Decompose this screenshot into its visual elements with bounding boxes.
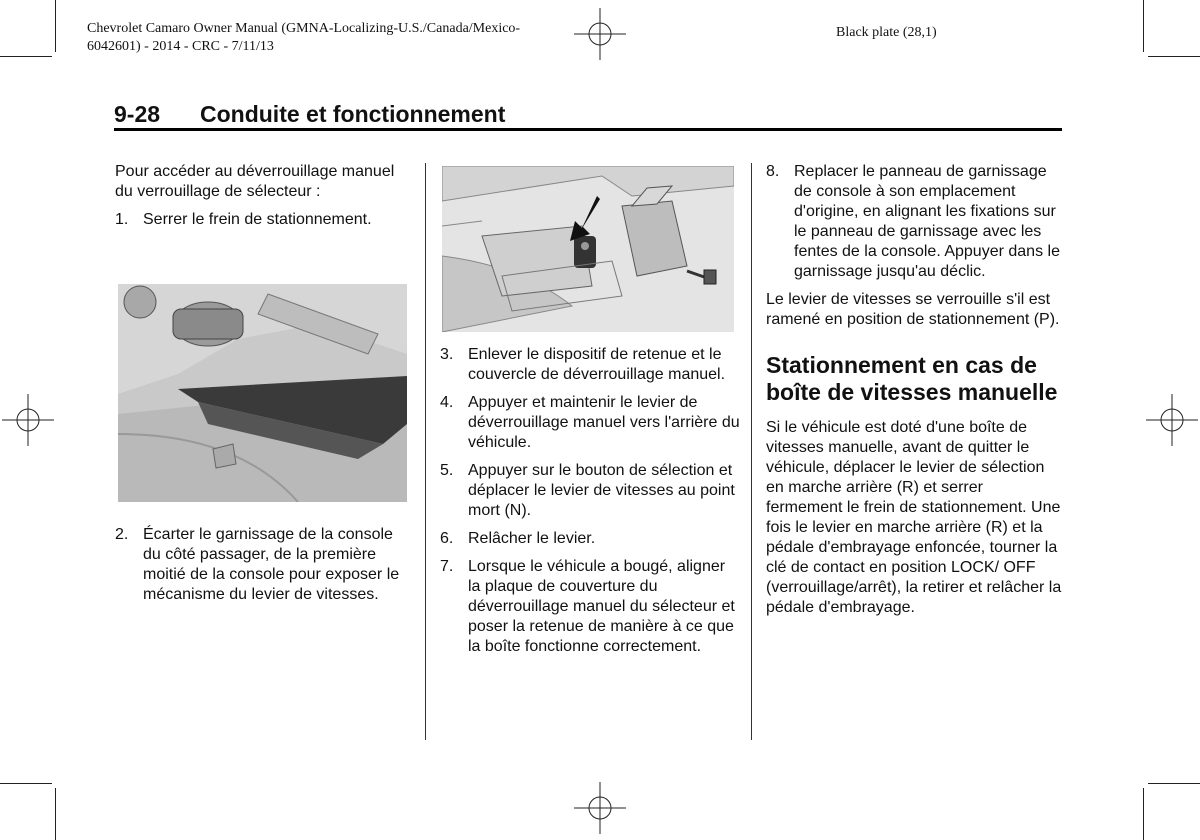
column-divider xyxy=(425,163,426,740)
column-1 xyxy=(115,162,410,238)
registration-mark-icon xyxy=(2,394,54,446)
step-number: 2. xyxy=(115,526,129,543)
crop-mark xyxy=(1143,0,1144,52)
step-text: Replacer le panneau de garnissage de console à son emplacement d'origine, en alignant les fixations sur le panneau de garnissage avec les fentes de la console. Appuyer dans le garnissage jusqu'au déclic. xyxy=(794,163,1060,280)
step-number: 5. xyxy=(440,462,454,479)
list-item xyxy=(115,210,410,230)
crop-mark xyxy=(1148,56,1200,57)
list-item xyxy=(440,461,740,521)
crop-mark xyxy=(0,56,52,57)
registration-mark-icon xyxy=(1146,394,1198,446)
heading-rule xyxy=(114,128,1062,131)
step-text: Lorsque le véhicule a bougé, aligner la plaque de couverture du déverrouillage manuel du sélecteur et poser la retenue de manière à ce que la boîte fonctionne correctement. xyxy=(468,558,735,655)
step-text: Appuyer sur le bouton de sélection et déplacer le levier de vitesses au point mort (N). xyxy=(468,462,735,519)
list-item xyxy=(766,162,1062,282)
registration-mark-icon xyxy=(574,782,626,834)
step-text: Enlever le dispositif de retenue et le couvercle de déverrouillage manuel. xyxy=(468,346,726,383)
list-item xyxy=(440,345,740,385)
intro-paragraph: Pour accéder au déverrouillage manuel du verrouillage de sélecteur : xyxy=(115,163,395,200)
column-3 xyxy=(766,162,1062,626)
crop-mark xyxy=(0,783,52,784)
column-1-lower xyxy=(115,525,410,613)
list-item xyxy=(115,525,410,605)
step-text: Appuyer et maintenir le levier de déverrouillage manuel vers l'arrière du véhicule. xyxy=(468,394,740,451)
step-number: 8. xyxy=(766,163,780,180)
step-number: 7. xyxy=(440,558,454,575)
step-number: 3. xyxy=(440,346,454,363)
step-number: 4. xyxy=(440,394,454,411)
list-item xyxy=(440,557,740,657)
list-item xyxy=(440,529,740,549)
list-item xyxy=(440,393,740,453)
column-2 xyxy=(440,345,740,665)
step-text: Écarter le garnissage de la console du côté passager, de la première moitié de la console pour exposer le mécanisme du levier de vitesses. xyxy=(143,526,400,603)
crop-mark xyxy=(1143,788,1144,840)
manual-parking-paragraph: Si le véhicule est doté d'une boîte de vitesses manuelle, avant de quitter le véhicule, déplacer le levier de sélection en marche arrière (R) et serrer fermement le frein de stationnement. Une fois le levier en marche arrière (R) et la pédale d'embrayage enfoncée, tourner la clé de contact en position LOCK/ OFF (verrouillage/arrêt), la retirer et relâcher la pédale d'embrayage. xyxy=(766,419,1062,616)
step-text: Relâcher le levier. xyxy=(468,530,596,547)
page-number: 9-28 xyxy=(114,101,161,127)
lock-note-paragraph: Le levier de vitesses se verrouille s'il est ramené en position de stationnement (P). xyxy=(766,291,1060,328)
step-number: 1. xyxy=(115,211,129,228)
plate-label: Black plate (28,1) xyxy=(836,25,937,40)
console-trim-illustration xyxy=(118,284,407,502)
registration-mark-icon xyxy=(574,8,626,60)
crop-mark xyxy=(55,788,56,840)
section-heading: Stationnement en cas de boîte de vitesses manuelle xyxy=(766,352,1058,405)
column-divider xyxy=(751,163,752,740)
step-number: 6. xyxy=(440,530,454,547)
crop-mark xyxy=(55,0,56,52)
chapter-title: Conduite et fonctionnement xyxy=(200,101,506,127)
step-text: Serrer le frein de stationnement. xyxy=(143,211,372,228)
crop-mark xyxy=(1148,783,1200,784)
print-info-line-1: Chevrolet Camaro Owner Manual (GMNA-Localizing-U.S./Canada/Mexico- xyxy=(87,21,521,36)
release-lever-illustration xyxy=(442,166,734,332)
print-info-line-2: 6042601) - 2014 - CRC - 7/11/13 xyxy=(87,39,274,54)
